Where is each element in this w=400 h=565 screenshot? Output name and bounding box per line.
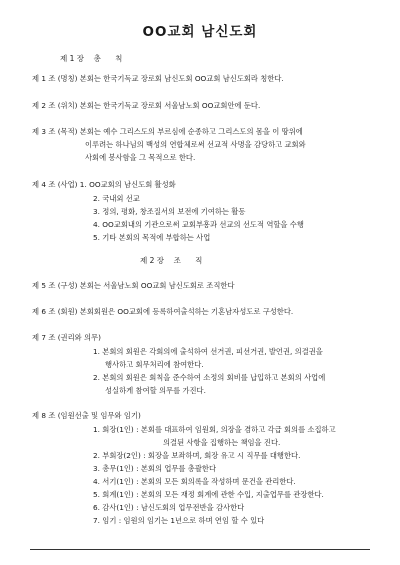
- article-4-item-3: 3. 정의, 평화, 창조질서의 보전에 기여하는 활동: [93, 207, 246, 216]
- article-8-item-4: 4. 서기(1인) : 본회의 모든 회의록을 작성하며 문건을 관리한다.: [93, 477, 296, 486]
- article-8-heading: 제 8 조 (임원선출 및 임무와 임기): [32, 411, 141, 420]
- article-7-item-2-line-1: 2. 본회의 회원은 회칙을 준수하여 소정의 회비를 납입하고 본회의 사업에: [93, 373, 326, 382]
- chapter-2-heading: 제 2 장 조 직: [140, 256, 203, 265]
- article-7-item-2-line-2: 성실하게 참여할 의무를 가진다.: [105, 386, 206, 395]
- bottom-rule: [30, 549, 370, 550]
- article-8-item-1-line-1: 1. 회장(1인) : 본회를 대표하여 임원회, 의장을 겸하고 각급 회의를 소집하고: [93, 425, 336, 434]
- article-7-heading: 제 7 조 (권리와 의무): [32, 333, 101, 342]
- article-8-item-1-line-2: 의결된 사항을 집행하는 책임을 진다.: [163, 438, 281, 447]
- article-2: 제 2 조 (위치) 본회는 한국기독교 장로회 서울남노회 OO교회안에 둔다.: [32, 101, 261, 110]
- article-4-item-2: 2. 국내외 선교: [93, 194, 140, 203]
- article-4-item-4: 4. OO교회내의 기관으로써 교회부흥과 선교의 선도적 역할을 수행: [93, 220, 304, 229]
- article-1: 제 1 조 (명칭) 본회는 한국기독교 장로회 남신도회 OO교회 남신도회라 칭한다.: [32, 74, 284, 83]
- article-8-item-7: 7. 임기 : 임원의 임기는 1년으로 하며 연임 할 수 있다: [93, 516, 265, 525]
- chapter-1-heading: 제 1 장 총 칙: [60, 54, 123, 63]
- article-3-line-3: 사회에 봉사함을 그 목적으로 한다.: [85, 153, 196, 162]
- article-3-line-2: 이루려는 하나님의 백성의 연합체로써 선교적 사명을 감당하고 교회와: [85, 140, 306, 149]
- article-3-line-1: 제 3 조 (목적) 본회는 예수 그리스도의 부르심에 순종하고 그리스도의 몸을 이 땅위에: [32, 127, 303, 136]
- article-8-item-6: 6. 감사(1인) : 남신도회의 업무전반을 감사한다: [93, 503, 245, 512]
- article-4-item-5: 5. 기타 본회의 목적에 부합하는 사업: [93, 233, 211, 242]
- article-5: 제 5 조 (구성) 본회는 서울남노회 OO교회 남신도회로 조직한다: [32, 281, 235, 290]
- article-6: 제 6 조 (회원) 본회회원은 OO교회에 등록하여출석하는 기혼남자성도로 구성한다.: [32, 307, 294, 316]
- article-7-item-1-line-1: 1. 본회의 회원은 각회의에 출석하여 선거권, 피선거권, 발언권, 의결권을: [93, 347, 323, 356]
- article-8-item-3: 3. 총무(1인) : 본회의 업무를 총괄한다: [93, 464, 216, 473]
- article-8-item-2: 2. 부회장(2인) : 회장을 보좌하며, 회장 유고 시 직무를 대행한다.: [93, 451, 301, 460]
- article-4-heading: 제 4 조 (사업) 1. OO교회의 남신도회 활성화: [32, 180, 176, 189]
- article-7-item-1-line-2: 행사하고 회무처리에 참여한다.: [105, 360, 204, 369]
- document-title: OO교회 남신도회: [142, 24, 258, 40]
- article-8-item-5: 5. 회계(1인) : 본회의 모든 재정 회계에 관한 수입, 지출업무를 관장한다.: [93, 490, 324, 499]
